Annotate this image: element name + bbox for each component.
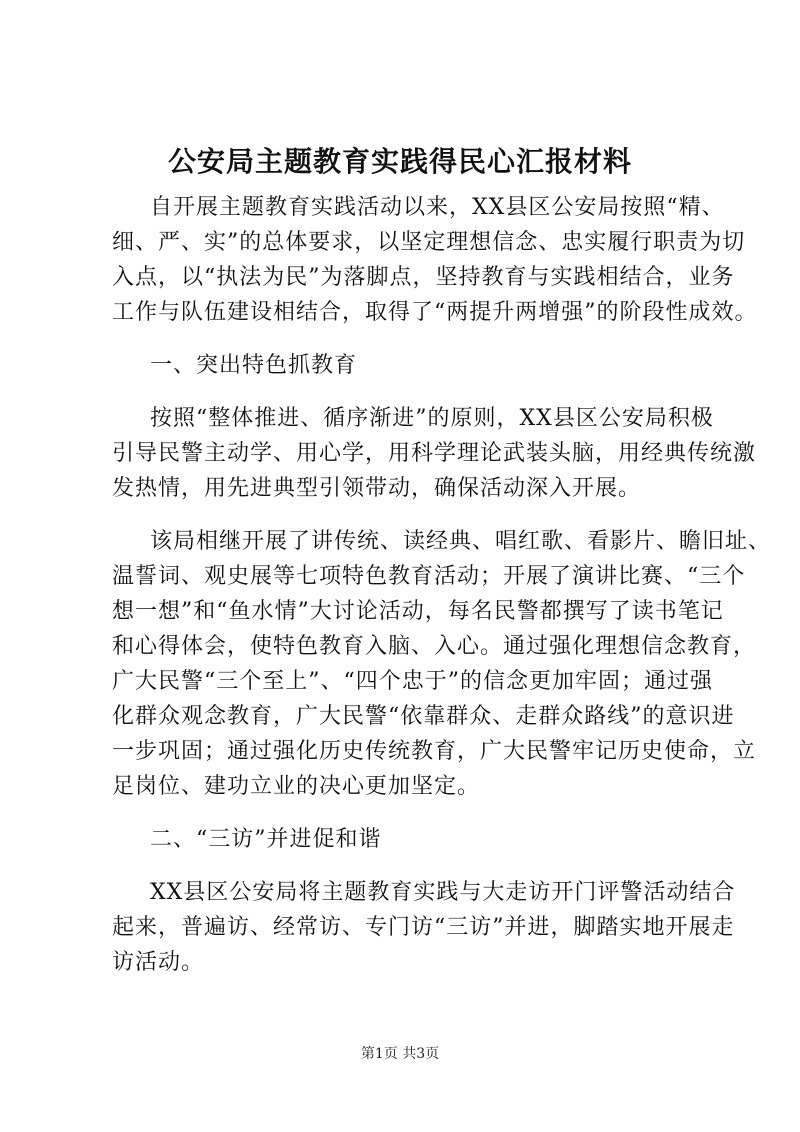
paragraph-line: 入点，以“执法为民”为落脚点，坚持教育与实践相结合，业务: [112, 265, 735, 290]
paragraph-line: 细、严、实”的总体要求，以坚定理想信念、忠实履行职责为切: [112, 230, 746, 255]
section-heading: 二、“三访”并进促和谐: [150, 827, 382, 852]
paragraph-line: 访活动。: [112, 950, 205, 975]
paragraph-line: 该局相继开展了讲传统、读经典、唱红歌、看影片、瞻旧址、: [150, 529, 772, 554]
section-heading: 一、突出特色抓教育: [150, 353, 358, 378]
paragraph-line: 化群众观念教育，广大民警“依靠群众、走群众路线”的意识进: [112, 704, 735, 729]
paragraph-line: 足岗位、建功立业的决心更加坚定。: [112, 774, 481, 799]
paragraph-line: 按照“整体推进、循序渐进”的原则，XX县区公安局积极: [150, 406, 714, 431]
paragraph-line: 工作与队伍建设相结合，取得了“两提升两增强”的阶段性成效。: [112, 300, 758, 325]
paragraph-line: 引导民警主动学、用心学，用科学理论武装头脑，用经典传统激: [112, 441, 757, 466]
paragraph-line: 发热情，用先进典型引领带动，确保活动深入开展。: [112, 476, 642, 501]
paragraph-line: 广大民警“三个至上”、“四个忠于”的信念更加牢固；通过强: [112, 669, 713, 694]
paragraph-line: 和心得体会，使特色教育入脑、入心。通过强化理想信念教育，: [112, 634, 757, 659]
paragraph-line: 自开展主题教育实践活动以来，XX县区公安局按照“精、: [150, 195, 725, 220]
paragraph-line: 起来，普遍访、经常访、专门访“三访”并进，脚踏实地开展走: [112, 915, 735, 940]
paragraph-line: XX县区公安局将主题教育实践与大走访开门评警活动结合: [150, 880, 736, 905]
document-title: 公安局主题教育实践得民心汇报材料: [167, 145, 632, 178]
page-number: 第1页 共3页: [360, 1046, 440, 1062]
paragraph-line: 一步巩固；通过强化历史传统教育，广大民警牢记历史使命，立: [112, 739, 757, 764]
paragraph-line: 想一想”和“鱼水情”大讨论活动，每名民警都撰写了读书笔记: [112, 599, 724, 624]
paragraph-line: 温誓词、观史展等七项特色教育活动；开展了演讲比赛、“三个: [112, 564, 746, 589]
